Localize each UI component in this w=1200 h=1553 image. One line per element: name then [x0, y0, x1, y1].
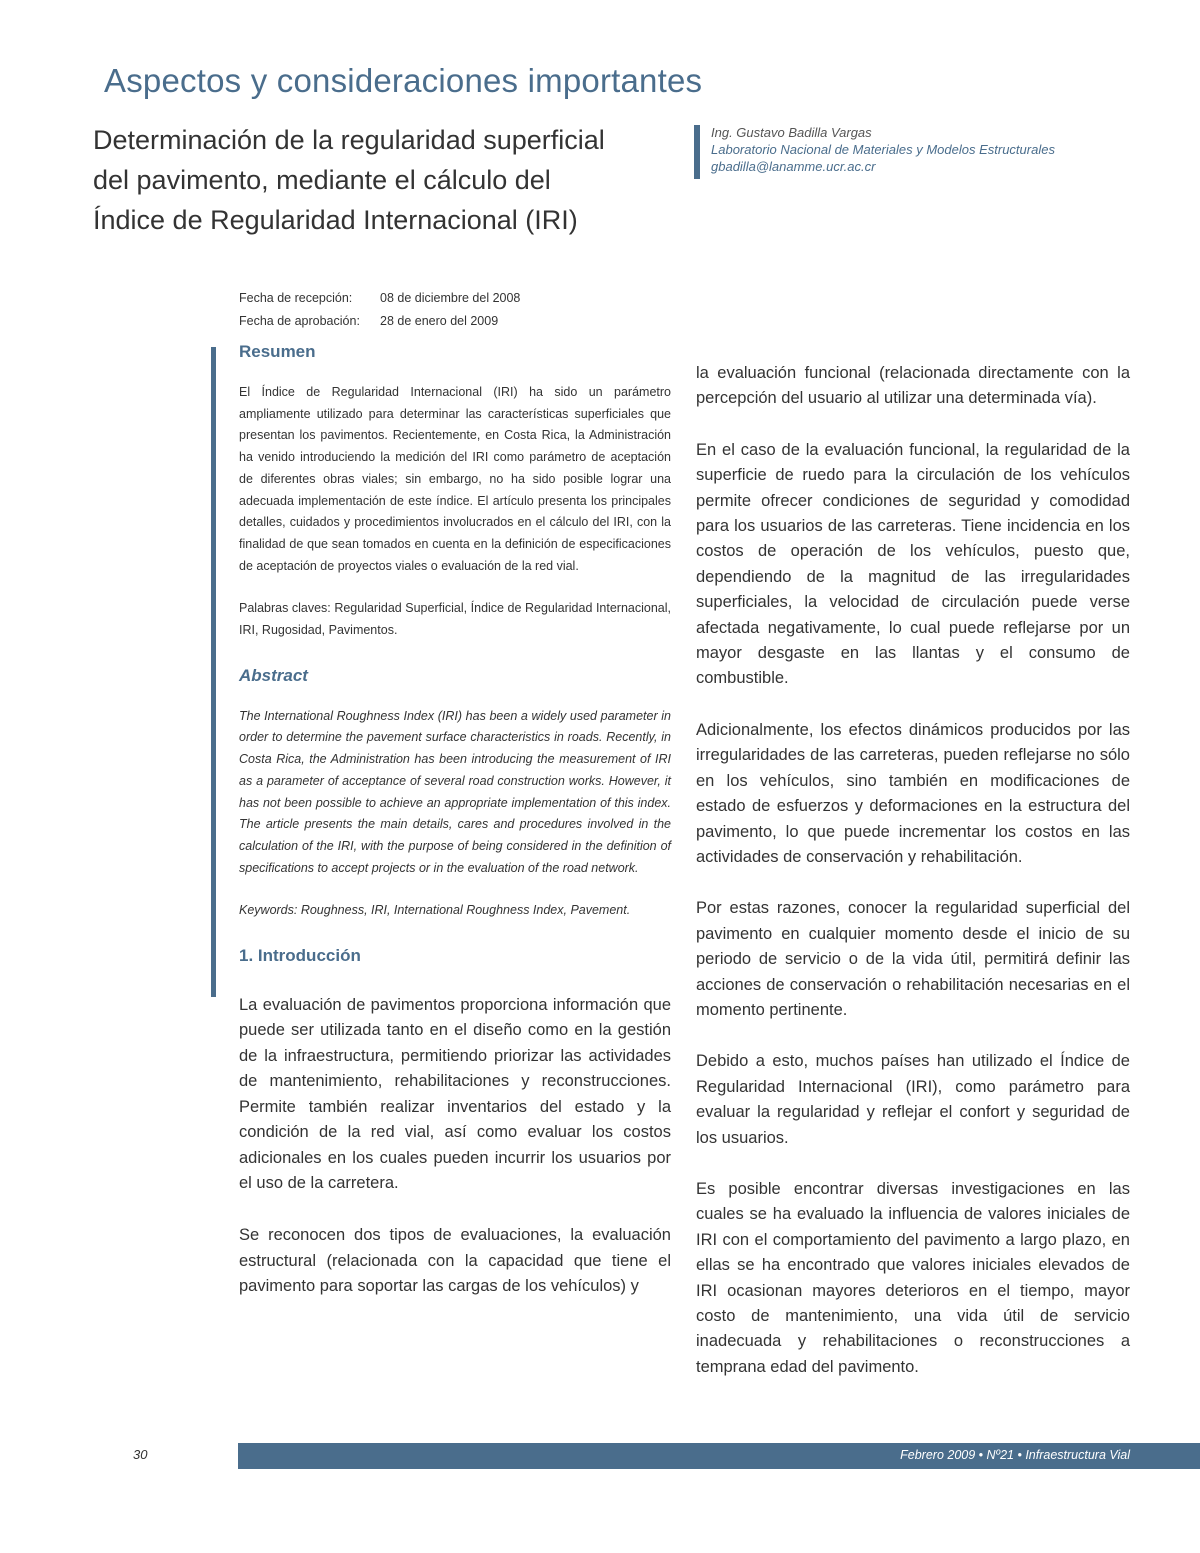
approval-date-label: Fecha de aprobación: — [239, 314, 360, 328]
approval-date-value: 28 de enero del 2009 — [380, 314, 499, 328]
intro-paragraph: Se reconocen dos tipos de evaluaciones, la evaluación estructural (relacionada con la capacidad que tiene el pavimento para soportar las cargas de los vehículos) y — [239, 1226, 671, 1296]
abstract-keywords: Keywords: Roughness, IRI, International Roughness Index, Pavement. — [239, 903, 631, 918]
abstract-text: The International Roughness Index (IRI) has been a widely used parameter in order to determine the pavement surface characteristics in roads. Recently, in Costa Rica, the Administration has been introducing the measurement of IRI as a parameter of acceptance of several road construction works. However, it has not been possible to achieve an appropriate implementation of this index. The article presents the main details, cares and procedures involved in the calculation of the IRI, with the purpose of being considered in the definition of specifications to accept projects or in the evaluation of the road network. — [239, 708, 671, 875]
article-title — [93, 120, 693, 240]
dates-block — [239, 287, 520, 333]
intro-paragraph: La evaluación de pavimentos proporciona información que puede ser utilizada tanto en el diseño como en la gestión de la infraestructura, permitiendo priorizar las actividades de mantenimiento, rehabilitaciones y reconstrucciones. Permite también realizar inventarios del estado y la condición de la red vial, así como evaluar los costos adicionales en los cuales pueden incurrir los usuarios por el uso de la carretera. — [239, 996, 671, 1192]
body-paragraph: Es posible encontrar diversas investigaciones en las cuales se ha evaluado la influencia de valores iniciales de IRI con el comportamiento del pavimento a largo plazo, en ellas se ha encontrado que valores iniciales elevados de IRI ocasionan mayores deterioros en el tiempo, mayor costo de mantenimiento, una vida útil de servicio inadecuada y rehabilitaciones o reconstrucciones a temprana edad del pavimento. — [696, 1179, 1130, 1376]
article-title-line: Índice de Regularidad Internacional (IRI) — [93, 205, 578, 235]
author-email[interactable]: gbadilla@lanamme.ucr.ac.cr — [711, 159, 876, 174]
right-column — [696, 361, 1130, 1380]
left-column — [239, 342, 671, 1300]
intro-heading: 1. Introducción — [239, 946, 361, 966]
reception-date-value: 08 de diciembre del 2008 — [380, 291, 521, 305]
footer-issue: Febrero 2009 • Nº21 • Infraestructura Vial — [900, 1448, 1130, 1462]
author-affiliation: Laboratorio Nacional de Materiales y Modelos Estructurales — [711, 142, 1055, 157]
reception-date-label: Fecha de recepción: — [239, 291, 353, 305]
body-paragraph: la evaluación funcional (relacionada directamente con la percepción del usuario al utilizar una determinada vía). — [696, 364, 1130, 408]
reception-date-row — [239, 287, 520, 310]
approval-date-row — [239, 310, 520, 333]
article-title-line: del pavimento, mediante el cálculo del — [93, 165, 551, 195]
abstract-accent-bar — [211, 347, 216, 997]
body-paragraph: Debido a esto, muchos países han utilizado el Índice de Regularidad Internacional (IRI), como parámetro para evaluar la regularidad y reflejar el confort y seguridad de los usuarios. — [696, 1052, 1130, 1147]
section-title: Aspectos y consideraciones importantes — [104, 62, 703, 99]
abstract-heading: Abstract — [239, 665, 308, 685]
resumen-heading: Resumen — [239, 342, 316, 361]
author-name: Ing. Gustavo Badilla Vargas — [711, 125, 872, 140]
body-paragraph: Adicionalmente, los efectos dinámicos producidos por las irregularidades de las carreteras, pueden reflejarse no sólo en los vehículos, sino también en modificaciones de estado de esfuerzos y deformaciones en la estructura del pavimento, lo que puede incrementar los costos en las actividades de conservación y rehabilitación. — [696, 720, 1130, 866]
author-block — [711, 124, 1055, 175]
resumen-text: El Índice de Regularidad Internacional (IRI) ha sido un parámetro ampliamente utilizado para determinar las características superficiales que presentan los pavimentos. Recientemente, en Costa Rica, la Administración ha venido introduciendo la medición del IRI como parámetro de aceptación de diferentes obras viales; sin embargo, no ha sido posible lograr una adecuada implementación de este índice. El artículo presenta los principales detalles, cuidados y procedimientos involucrados en el cálculo del IRI, con la finalidad de que sean tomados en cuenta en la definición de especificaciones de aceptación de proyectos viales o evaluación de la red vial. — [239, 385, 671, 573]
resumen-keywords: Palabras claves: Regularidad Superficial, Índice de Regularidad Internacional, IRI, Rugosidad, Pavimentos. — [239, 601, 671, 638]
author-accent-bar — [694, 125, 700, 179]
body-paragraph: En el caso de la evaluación funcional, la regularidad de la superficie de ruedo para la circulación de los vehículos permite ofrecer condiciones de seguridad y comodidad para los usuarios de las carreteras. Tiene incidencia en los costos de operación de los vehículos, puesto que, dependiendo de la magnitud de las irregularidades superficiales, la velocidad de circulación puede verse afectada negativamente, lo cual puede reflejarse por un mayor desgaste en las llantas y el consumo de combustible. — [696, 440, 1130, 688]
article-title-line: Determinación de la regularidad superficial — [93, 125, 605, 155]
page-number: 30 — [133, 1447, 148, 1462]
body-paragraph: Por estas razones, conocer la regularidad superficial del pavimento en cualquier momento desde el inicio de su periodo de servicio o de la vida útil, permitirá definir las acciones de conservación o rehabilitación necesarias en el momento pertinente. — [696, 899, 1130, 1019]
